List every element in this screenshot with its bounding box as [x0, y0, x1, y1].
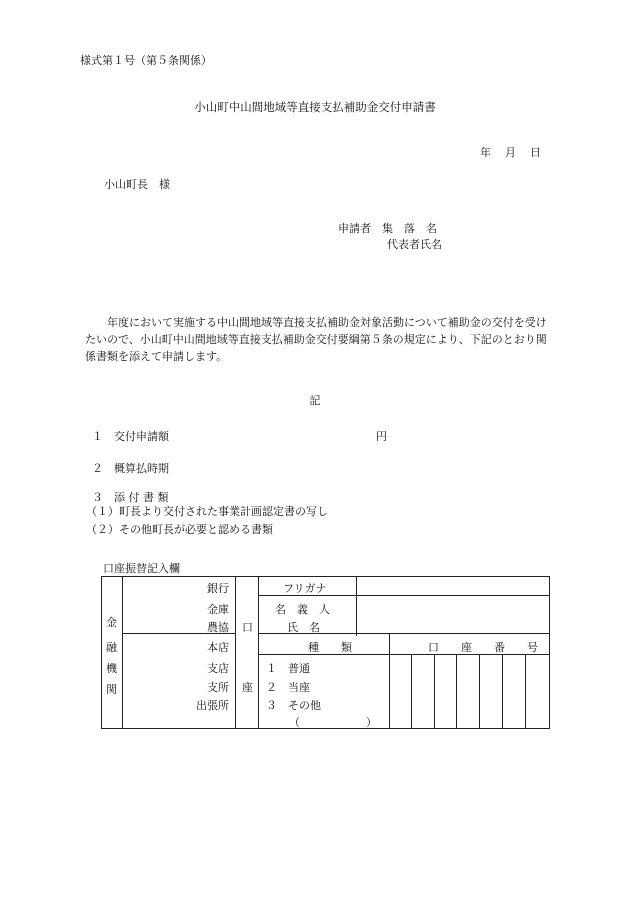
institution-char-3: 機	[106, 662, 117, 675]
addressee: 小山町長 様	[104, 178, 170, 191]
ki-heading: 記	[309, 394, 321, 407]
institution-char-2: 融	[106, 641, 117, 654]
attachment-1: （１）町長より交付された事業計画認定書の写し	[86, 505, 328, 518]
date-month: 月	[505, 146, 516, 159]
item-application-amount: １ 交付申請額	[92, 430, 169, 443]
representative-label: 代表者氏名	[387, 238, 442, 251]
form-number: 様式第１号（第５条関係）	[80, 54, 212, 67]
furigana-label: フリガナ	[283, 582, 327, 595]
kouza-char-1: 口	[242, 621, 253, 634]
account-type-toza: ２ 当座	[266, 681, 310, 694]
kouza-char-2: 座	[242, 681, 253, 694]
item-attachments: ３ 添 付 書 類	[92, 491, 169, 504]
date-year: 年	[480, 146, 491, 159]
body-paragraph: 年度において実施する中山間地域等直接支払補助金対象活動について補助金の交付を受けたいので、小山町中山間地域等直接支払補助金交付要綱第５条の規定により、下記のとおり関係書類を添えて申請します。	[85, 316, 547, 363]
date-line	[480, 144, 541, 160]
date-day: 日	[530, 146, 541, 159]
account-number-header: 口 座 番 号	[428, 641, 538, 654]
bank-account-table	[101, 576, 550, 729]
account-type-other: ３ その他	[266, 699, 321, 712]
applicant-label: 申請者 集 落 名	[338, 222, 437, 235]
branch-type-shisho: 支所	[207, 681, 229, 694]
attachment-2: （２）その他町長が必要と認める書類	[86, 523, 273, 536]
bank-type-nokyo: 農協	[207, 621, 229, 634]
meigi-nin-label: 名 義 人	[275, 603, 330, 616]
other-paren-field[interactable]: （ ）	[289, 716, 377, 729]
institution-char-1: 金	[106, 616, 117, 629]
yen-unit: 円	[376, 430, 387, 443]
bank-type-bank: 銀行	[207, 582, 229, 595]
institution-char-4: 関	[106, 683, 117, 696]
shimei-label: 氏 名	[287, 621, 320, 634]
bank-type-shinkin: 金庫	[207, 603, 229, 616]
document-title: 小山町中山間地域等直接支払補助金交付申請書	[194, 100, 436, 114]
account-type-futsu: １ 普通	[266, 662, 310, 675]
branch-type-shiten: 支店	[207, 662, 229, 675]
account-type-header: 種 類	[308, 641, 352, 654]
item-advance-payment: ２ 概算払時期	[92, 462, 169, 475]
branch-type-shucchojo: 出張所	[196, 699, 229, 712]
branch-type-honten: 本店	[207, 641, 229, 654]
bank-table-title: 口座振替記入欄	[103, 562, 180, 575]
